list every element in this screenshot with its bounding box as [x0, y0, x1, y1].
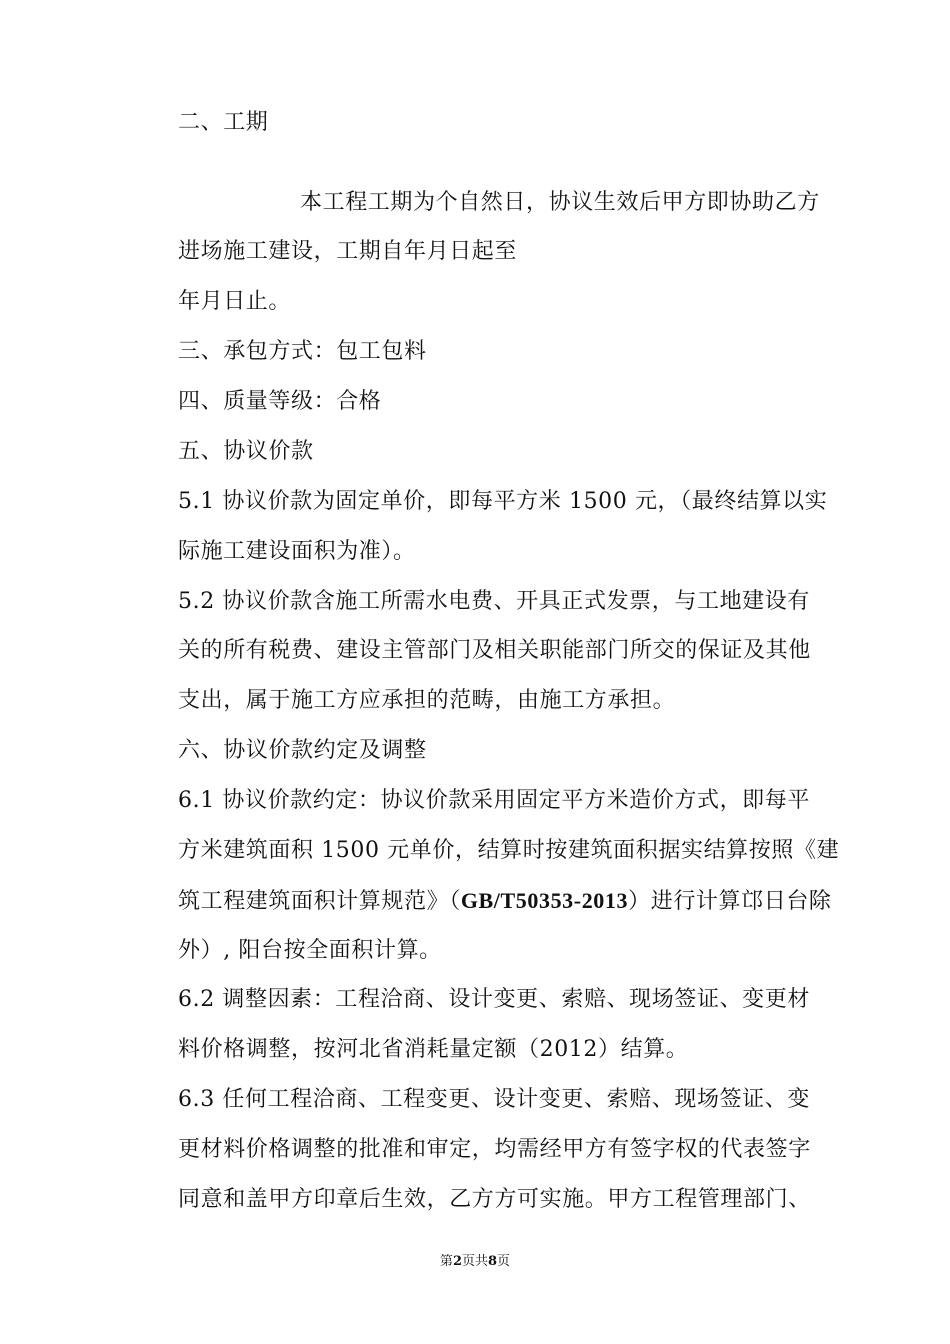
clause-5-1-line: 5.1 协议价款为固定单价，即每平方米 1500 元，（最终结算以实 — [178, 489, 828, 514]
clause-5-1-line: 际施工建设面积为准）。 — [178, 539, 416, 564]
footer-suffix: 页 — [497, 1254, 511, 1269]
clause-6-3-line: 同意和盖甲方印章后生效，乙方方可实施。甲方工程管理部门、 — [178, 1187, 811, 1212]
clause-6-2-line: 料价格调整，按河北省消耗量定额（2012）结算。 — [178, 1037, 689, 1062]
clause-6-1-text: 筑工程建筑面积计算规范》（ — [178, 889, 461, 914]
clause-6-1-line: 方米建筑面积 1500 元单价，结算时按建筑面积据实结算按照《建 — [178, 838, 840, 863]
clause-5-2-line: 支出，属于施工方应承担的范畴，由施工方承担。 — [178, 688, 676, 713]
footer-page-number: 2 — [452, 1254, 462, 1269]
paragraph-line: 年月日止。 — [178, 289, 292, 314]
section-heading-contract-mode: 三、承包方式：包工包料 — [178, 339, 427, 364]
section-heading-schedule: 二、工期 — [178, 110, 269, 135]
clause-6-1-line: 外）, 阳台按全面积计算。 — [178, 938, 442, 963]
section-heading-price: 五、协议价款 — [178, 439, 314, 464]
footer-middle: 页共 — [461, 1254, 488, 1269]
clause-5-2-line: 关的所有税费、建设主管部门及相关职能部门所交的保证及其他 — [178, 638, 811, 663]
paragraph-line: 本工程工期为个自然日，协议生效后甲方即协助乙方 — [300, 190, 820, 215]
footer-prefix: 第 — [439, 1254, 453, 1269]
clause-5-2-line: 5.2 协议价款含施工所需水电费、开具正式发票，与工地建设有 — [178, 589, 810, 614]
clause-6-3-line: 更材料价格调整的批准和审定，均需经甲方有签字权的代表签字 — [178, 1137, 811, 1162]
clause-6-1-line — [178, 886, 832, 917]
clause-6-1-text: ）进行计算邙日台除 — [628, 889, 832, 914]
section-heading-quality: 四、质量等级：合格 — [178, 389, 382, 414]
standard-code: GB/T50353-2013 — [460, 888, 629, 913]
section-heading-price-adjustment: 六、协议价款约定及调整 — [178, 738, 427, 763]
clause-6-2-line: 6.2 调整因素：工程洽商、设计变更、索赔、现场签证、变更材 — [178, 987, 810, 1012]
page-footer — [0, 1253, 950, 1271]
clause-6-3-line: 6.3 任何工程洽商、工程变更、设计变更、索赔、现场签证、变 — [178, 1087, 810, 1112]
clause-6-1-line: 6.1 协议价款约定：协议价款采用固定平方米造价方式，即每平 — [178, 788, 810, 813]
footer-total-pages: 8 — [488, 1254, 498, 1269]
paragraph-line: 进场施工建设，工期自年月日起至 — [178, 239, 518, 264]
